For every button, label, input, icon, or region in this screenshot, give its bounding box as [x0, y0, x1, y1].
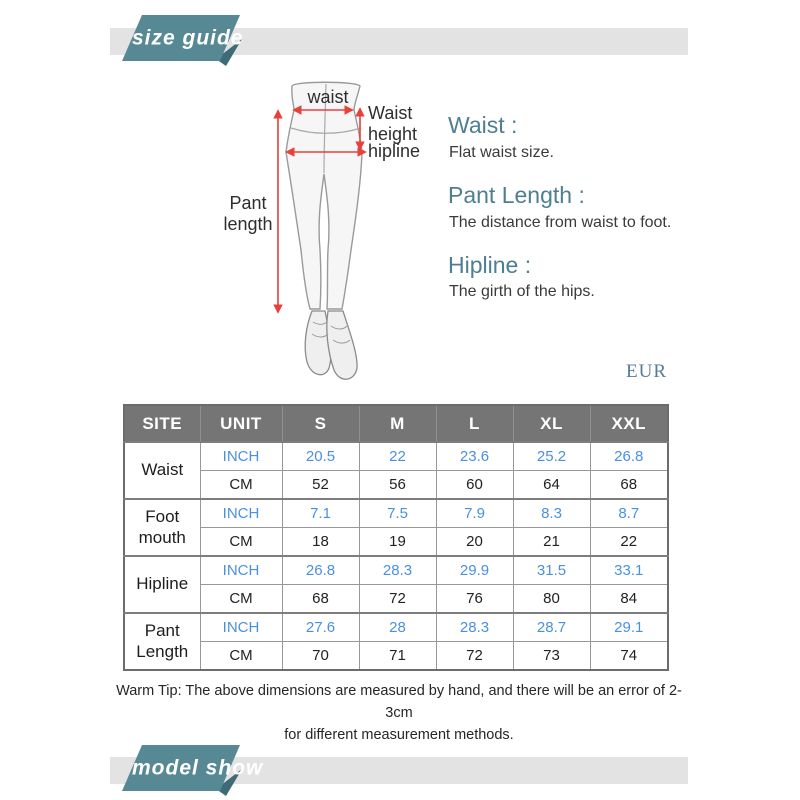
- value-cell: 26.8: [590, 442, 668, 471]
- value-cell: 28.3: [359, 556, 436, 585]
- unit-cell: CM: [200, 471, 282, 500]
- currency-label: EUR: [626, 361, 667, 382]
- model-show-ribbon: [116, 743, 264, 797]
- value-cell: 8.7: [590, 499, 668, 528]
- definition-desc-hipline: The girth of the hips.: [449, 283, 595, 300]
- pant-length-annotation: Pant length: [223, 193, 273, 234]
- table-row: [124, 613, 668, 642]
- column-header: SITE: [124, 405, 200, 442]
- row-label: Pant Length: [124, 613, 200, 670]
- column-header: S: [282, 405, 359, 442]
- table-row: [124, 499, 668, 528]
- column-header: M: [359, 405, 436, 442]
- value-cell: 72: [436, 642, 513, 671]
- value-cell: 74: [590, 642, 668, 671]
- row-label: Foot mouth: [124, 499, 200, 556]
- value-cell: 7.5: [359, 499, 436, 528]
- model-show-title: model show: [132, 756, 264, 780]
- warm-tip-line-1: Warm Tip: The above dimensions are measured by hand, and there will be an error of 2-3cm: [116, 683, 682, 721]
- size-chart-table: [123, 404, 669, 671]
- value-cell: 18: [282, 528, 359, 557]
- value-cell: 31.5: [513, 556, 590, 585]
- value-cell: 56: [359, 471, 436, 500]
- value-cell: 84: [590, 585, 668, 614]
- value-cell: 25.2: [513, 442, 590, 471]
- value-cell: 71: [359, 642, 436, 671]
- value-cell: 70: [282, 642, 359, 671]
- column-header: UNIT: [200, 405, 282, 442]
- value-cell: 73: [513, 642, 590, 671]
- value-cell: 19: [359, 528, 436, 557]
- value-cell: 33.1: [590, 556, 668, 585]
- definition-desc-pant-length: The distance from waist to foot.: [449, 214, 672, 231]
- column-header: L: [436, 405, 513, 442]
- value-cell: 28.3: [436, 613, 513, 642]
- value-cell: 28: [359, 613, 436, 642]
- unit-cell: CM: [200, 528, 282, 557]
- table-row: [124, 528, 668, 557]
- table-row: [124, 556, 668, 585]
- value-cell: 28.7: [513, 613, 590, 642]
- column-header: XXL: [590, 405, 668, 442]
- row-label: Waist: [124, 442, 200, 499]
- value-cell: 8.3: [513, 499, 590, 528]
- table-row: [124, 642, 668, 671]
- warm-tip-line-2: for different measurement methods.: [284, 726, 514, 743]
- value-cell: 72: [359, 585, 436, 614]
- value-cell: 60: [436, 471, 513, 500]
- table-row: [124, 471, 668, 500]
- value-cell: 22: [359, 442, 436, 471]
- definition-term-hipline: Hipline :: [448, 252, 532, 278]
- value-cell: 76: [436, 585, 513, 614]
- size-guide-title: size guide: [132, 26, 244, 50]
- size-guide-ribbon: [116, 13, 252, 67]
- value-cell: 68: [282, 585, 359, 614]
- unit-cell: INCH: [200, 613, 282, 642]
- row-label: Hipline: [124, 556, 200, 613]
- definition-desc-waist: Flat waist size.: [449, 144, 554, 161]
- waist-annotation: waist: [307, 87, 349, 107]
- value-cell: 21: [513, 528, 590, 557]
- value-cell: 52: [282, 471, 359, 500]
- warm-tip-note: [110, 681, 688, 746]
- definition-term-pant-length: Pant Length :: [448, 182, 585, 208]
- value-cell: 29.9: [436, 556, 513, 585]
- value-cell: 80: [513, 585, 590, 614]
- value-cell: 68: [590, 471, 668, 500]
- unit-cell: CM: [200, 585, 282, 614]
- value-cell: 64: [513, 471, 590, 500]
- value-cell: 7.9: [436, 499, 513, 528]
- value-cell: 7.1: [282, 499, 359, 528]
- value-cell: 23.6: [436, 442, 513, 471]
- unit-cell: INCH: [200, 556, 282, 585]
- value-cell: 20.5: [282, 442, 359, 471]
- value-cell: 26.8: [282, 556, 359, 585]
- value-cell: 27.6: [282, 613, 359, 642]
- hipline-annotation: hipline: [368, 141, 421, 161]
- unit-cell: CM: [200, 642, 282, 671]
- value-cell: 29.1: [590, 613, 668, 642]
- column-header: XL: [513, 405, 590, 442]
- definition-term-waist: Waist :: [448, 112, 518, 138]
- unit-cell: INCH: [200, 499, 282, 528]
- waist-height-annotation: Waist height: [368, 103, 418, 144]
- table-row: [124, 585, 668, 614]
- value-cell: 22: [590, 528, 668, 557]
- unit-cell: INCH: [200, 442, 282, 471]
- table-row: [124, 442, 668, 471]
- value-cell: 20: [436, 528, 513, 557]
